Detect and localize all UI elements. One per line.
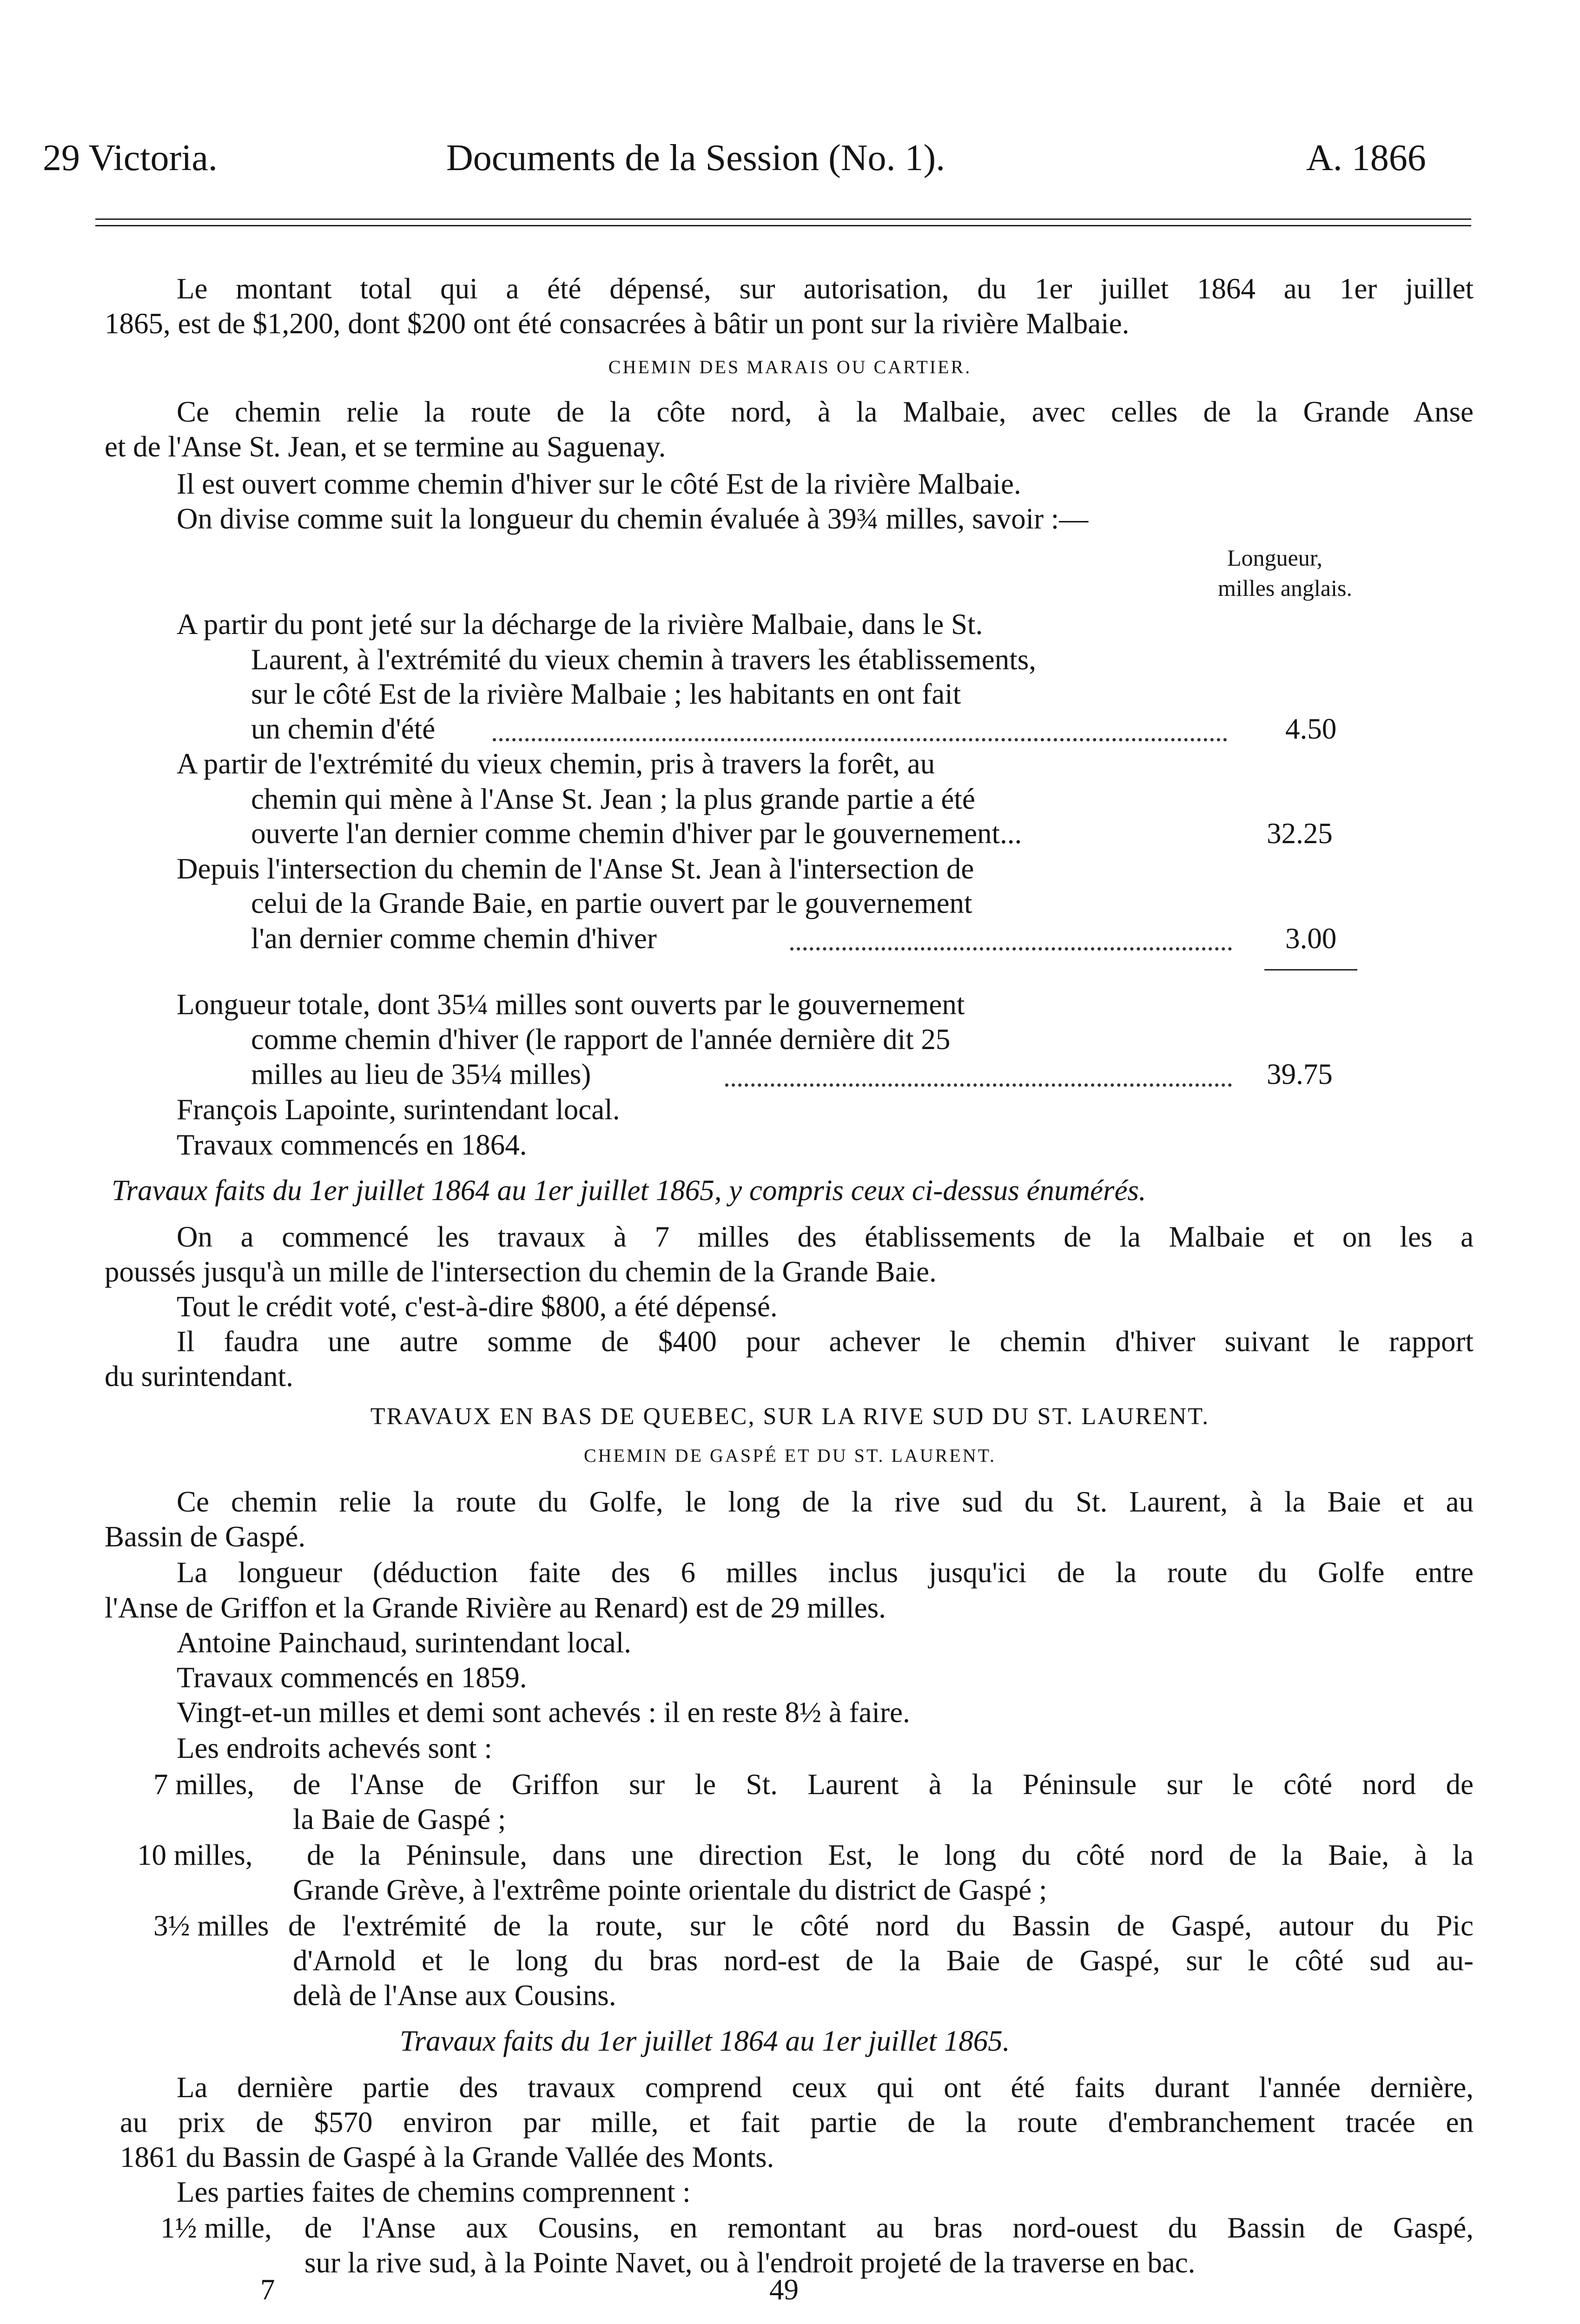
item2-line-3: ouverte l'an dernier comme chemin d'hiver par le gouvernement... — [251, 817, 1022, 850]
section2-subtitle: CHEMIN DE GASPÉ ET DU ST. LAURENT. — [583, 1445, 997, 1466]
works2-line-2: au prix de $570 environ par mille, et fait partie de la route d'embranchement tracée en — [120, 2106, 1474, 2139]
leader-dots — [725, 1080, 1232, 1087]
section2-title: TRAVAUX EN BAS DE QUEBEC, SUR LA RIVE SUD DU ST. LAURENT. — [370, 1403, 1210, 1430]
last-item-line-2: sur la rive sud, à la Pointe Navet, ou à l'endroit projeté de la traverse en bac. — [304, 2246, 1196, 2279]
intro-line-1: Le montant total qui a été dépensé, sur autorisation, du 1er juillet 1864 au 1er juillet — [177, 272, 1474, 305]
section1-line-2: et de l'Anse St. Jean, et se termine au Saguenay. — [105, 430, 666, 463]
works-started-1: Travaux commencés en 1864. — [177, 1129, 527, 1161]
leader-dots — [790, 944, 1232, 951]
section1-title: CHEMIN DES MARAIS OU CARTIER. — [608, 357, 972, 377]
works-heading-1: Travaux faits du 1er juillet 1864 au 1er juillet 1865, y compris ceux ci-dessus énumérés. — [112, 1174, 1146, 1207]
item3-line-3: l'an dernier comme chemin d'hiver — [251, 922, 657, 955]
works2-line-4: Les parties faites de chemins comprennent : — [177, 2176, 691, 2208]
intro-line-2: 1865, est de $1,200, dont $200 ont été consacrées à bâtir un pont sur la rivière Malbaie. — [105, 307, 1130, 340]
column-header-2: milles anglais. — [1218, 575, 1352, 601]
last-item-line-1: de l'Anse aux Cousins, en remontant au bras nord-ouest du Bassin de Gaspé, — [304, 2212, 1474, 2244]
section1-line-3: Il est ouvert comme chemin d'hiver sur le côté Est de la rivière Malbaie. — [177, 468, 1021, 500]
item2-value: 32.25 — [1267, 817, 1333, 850]
place1-lead: 7 milles, — [153, 1768, 254, 1801]
total-line-3: milles au lieu de 35¼ milles) — [251, 1058, 591, 1090]
works1-line-1: On a commencé les travaux à 7 milles des établissements de la Malbaie et on les a — [177, 1221, 1474, 1253]
section2-line-4: l'Anse de Griffon et la Grande Rivière au Renard) est de 29 milles. — [105, 1591, 886, 1624]
place2-lead: 10 milles, — [137, 1839, 253, 1871]
place2-line-2: Grande Grève, à l'extrême pointe orientale du district de Gaspé ; — [293, 1874, 1047, 1906]
item2-line-2: chemin qui mène à l'Anse St. Jean ; la plus grande partie a été — [251, 783, 975, 815]
superintendent-1: François Lapointe, surintendant local. — [177, 1093, 620, 1126]
superintendent-2: Antoine Painchaud, surintendant local. — [177, 1626, 632, 1659]
place2-line-1: de la Péninsule, dans une direction Est, le long du côté nord de la Baie, à la — [307, 1839, 1474, 1871]
header-right: A. 1866 — [1306, 138, 1426, 178]
works1-line-3: Tout le crédit voté, c'est-à-dire $800, a été dépensé. — [177, 1290, 778, 1323]
page-number: 49 — [769, 2273, 799, 2306]
place3-line-3: delà de l'Anse aux Cousins. — [293, 1979, 616, 2012]
last-item-lead: 1½ mille, — [160, 2212, 272, 2244]
item3-value: 3.00 — [1285, 922, 1337, 955]
place3-line-1: de l'extrémité de la route, sur le côté nord du Bassin de Gaspé, autour du Pic — [288, 1909, 1474, 1942]
section1-line-4: On divise comme suit la longueur du chemin évaluée à 39¾ milles, savoir :— — [177, 502, 1089, 535]
place1-line-2: la Baie de Gaspé ; — [293, 1803, 506, 1835]
works2-line-3: 1861 du Bassin de Gaspé à la Grande Vallée des Monts. — [120, 2141, 774, 2173]
works-heading-2: Travaux faits du 1er juillet 1864 au 1er juillet 1865. — [400, 2025, 1010, 2057]
total-line-2: comme chemin d'hiver (le rapport de l'année dernière dit 25 — [251, 1023, 951, 1056]
header-rule-top — [95, 218, 1471, 220]
section1-line-1: Ce chemin relie la route de la côte nord, à la Malbaie, avec celles de la Grande Anse — [177, 396, 1474, 428]
item3-line-1: Depuis l'intersection du chemin de l'Anse St. Jean à l'intersection de — [177, 852, 974, 885]
works-started-2: Travaux commencés en 1859. — [177, 1661, 527, 1694]
section2-line-8: Les endroits achevés sont : — [177, 1732, 492, 1764]
item1-value: 4.50 — [1285, 713, 1337, 745]
section2-line-7: Vingt-et-un milles et demi sont achevés : il en reste 8½ à faire. — [177, 1696, 910, 1729]
section2-line-1: Ce chemin relie la route du Golfe, le long de la rive sud du St. Laurent, à la Baie et au — [177, 1486, 1474, 1518]
section2-line-3: La longueur (déduction faite des 6 milles inclus jusqu'ici de la route du Golfe entre — [177, 1556, 1474, 1589]
leader-dots — [493, 734, 1227, 741]
section2-line-2: Bassin de Gaspé. — [105, 1520, 306, 1553]
header-rule-bottom — [95, 225, 1471, 226]
works1-line-2: poussés jusqu'à un mille de l'intersection du chemin de la Grande Baie. — [105, 1255, 937, 1288]
place3-lead: 3½ milles — [153, 1909, 269, 1942]
works2-line-1: La dernière partie des travaux comprend ceux qui ont été faits durant l'année dernière, — [177, 2071, 1474, 2104]
sum-rule — [1264, 969, 1357, 971]
item1-line-3: sur le côté Est de la rivière Malbaie ; les habitants en ont fait — [251, 678, 961, 710]
column-header-1: Longueur, — [1227, 545, 1322, 571]
header-left: 29 Victoria. — [43, 138, 218, 178]
item1-line-2: Laurent, à l'extrémité du vieux chemin à travers les établissements, — [251, 643, 1037, 676]
header-title: Documents de la Session (No. 1). — [446, 138, 945, 178]
works1-line-5: du surintendant. — [105, 1360, 293, 1393]
item1-line-4: un chemin d'été — [251, 713, 436, 745]
total-value: 39.75 — [1267, 1058, 1333, 1090]
works1-line-4: Il faudra une autre somme de $400 pour achever le chemin d'hiver suivant le rapport — [177, 1325, 1474, 1358]
signature-mark: 7 — [260, 2273, 275, 2306]
place3-line-2: d'Arnold et le long du bras nord-est de la Baie de Gaspé, sur le côté sud au- — [293, 1944, 1474, 1977]
item1-line-1: A partir du pont jeté sur la décharge de la rivière Malbaie, dans le St. — [177, 608, 983, 640]
item3-line-2: celui de la Grande Baie, en partie ouvert par le gouvernement — [251, 887, 972, 919]
total-line-1: Longueur totale, dont 35¼ milles sont ouverts par le gouvernement — [177, 988, 965, 1021]
item2-line-1: A partir de l'extrémité du vieux chemin, pris à travers la forêt, au — [177, 747, 935, 780]
place1-line-1: de l'Anse de Griffon sur le St. Laurent à la Péninsule sur le côté nord de — [293, 1768, 1474, 1801]
